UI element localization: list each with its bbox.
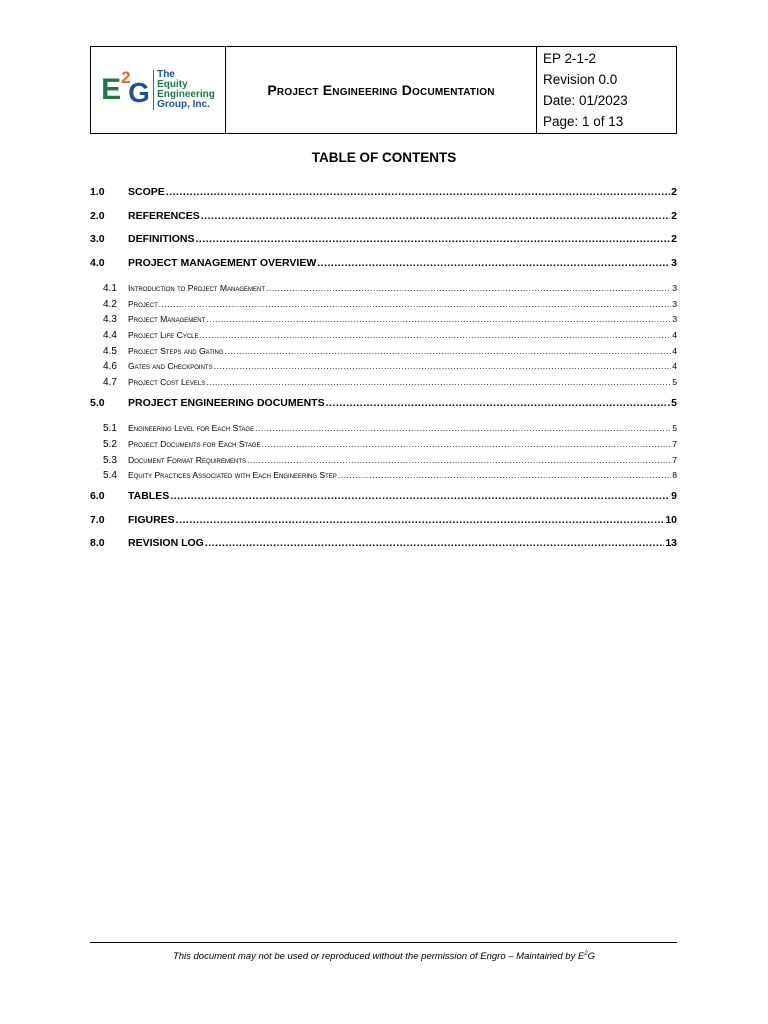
toc-leader: [206, 314, 671, 324]
toc-label: REFERENCES: [128, 209, 200, 222]
toc-label: FIGURES: [128, 513, 175, 526]
toc-subentry[interactable]: [90, 439, 677, 455]
toc-page: 7: [672, 439, 677, 449]
toc-heading: TABLE OF CONTENTS: [311, 150, 457, 165]
toc-label: Equity Practices Associated with Each Engineering Step: [128, 470, 337, 481]
toc-number: 4.2: [103, 298, 117, 310]
toc-number: 5.0: [90, 396, 105, 409]
toc-page: 4: [672, 361, 677, 372]
toc-page: 5: [672, 423, 677, 434]
toc-number: 5.3: [103, 454, 117, 466]
toc-label: TABLES: [128, 490, 170, 503]
toc-subentry[interactable]: [90, 361, 677, 377]
company-logo: [101, 70, 215, 110]
footer-divider: [90, 942, 677, 943]
toc-leader: [176, 514, 665, 526]
toc-subentry[interactable]: [90, 377, 677, 393]
document-date: Date: 01/2023: [543, 93, 628, 108]
toc-entry-scope[interactable]: [90, 186, 677, 210]
toc-leader: [266, 283, 671, 293]
toc-leader: [326, 397, 671, 409]
toc-label: SCOPE: [128, 186, 165, 198]
toc-label: PROJECT ENGINEERING DOCUMENTS: [128, 396, 325, 409]
toc-page: 3: [672, 298, 677, 309]
toc-label: Gates and Checkpoints: [128, 361, 213, 372]
logo-letter-e: E: [101, 73, 122, 106]
toc-label: Document Format Requirements: [128, 454, 246, 465]
toc-subentry[interactable]: [90, 346, 677, 362]
toc-subentry[interactable]: [90, 283, 677, 299]
toc-page: 5: [671, 396, 677, 409]
toc-number: 7.0: [90, 513, 105, 526]
toc-label: Project Management: [128, 314, 206, 325]
document-meta: [537, 47, 676, 133]
toc-label: Project Steps and Gating: [128, 345, 224, 356]
toc-leader: [166, 186, 670, 198]
toc-number: 4.4: [103, 330, 117, 342]
toc-leader: [262, 439, 672, 449]
toc-subentry[interactable]: [90, 314, 677, 330]
toc-number: 5.4: [103, 470, 117, 482]
toc-label: DEFINITIONS: [128, 233, 195, 245]
toc-page: 13: [665, 537, 677, 550]
toc-entry-definitions[interactable]: [90, 233, 677, 257]
toc-number: 4.7: [103, 377, 117, 389]
toc-number: 5.1: [103, 423, 117, 435]
toc-label: PROJECT MANAGEMENT OVERVIEW: [128, 256, 317, 269]
logo-company-name: [157, 70, 215, 110]
toc-page: 9: [671, 490, 677, 503]
toc-entry-project-management-overview[interactable]: [90, 257, 677, 281]
logo-cell: [91, 47, 226, 133]
toc-subentry[interactable]: [90, 455, 677, 471]
toc-page: 7: [672, 454, 677, 465]
toc-leader: [196, 233, 671, 245]
toc-page: 2: [671, 233, 677, 245]
document-title: Project Engineering Documentation: [267, 82, 495, 98]
footer-notice: [0, 951, 768, 962]
toc-label: Project Documents for Each Stage: [128, 439, 261, 449]
toc-page: 3: [672, 314, 677, 325]
toc-page: 5: [672, 377, 677, 388]
footer-text: This document may not be used or reproduced without the permission of Engro – Maintained by E: [172, 951, 585, 963]
toc-subentry[interactable]: [90, 470, 677, 486]
toc-page: 4: [672, 330, 677, 341]
toc-label: REVISION LOG: [128, 537, 204, 550]
toc-number: 6.0: [90, 490, 105, 503]
toc-page: 4: [672, 345, 677, 356]
toc-subentry[interactable]: [90, 423, 677, 439]
toc-page: 2: [671, 186, 677, 198]
toc-number: 8.0: [90, 537, 105, 550]
e2g-logo-mark: [101, 68, 153, 109]
logo-line-1: The: [157, 69, 175, 80]
document-header: [90, 46, 677, 134]
toc-leader: [206, 377, 671, 387]
toc-label: Project: [128, 298, 158, 309]
toc-entry-figures[interactable]: [90, 514, 677, 538]
toc-leader: [338, 470, 671, 480]
toc-leader: [225, 346, 672, 356]
logo-line-4: Group, Inc.: [157, 99, 210, 110]
toc-page: 3: [671, 256, 677, 269]
toc-number: 1.0: [90, 186, 105, 198]
toc-leader: [247, 455, 671, 465]
toc-leader: [159, 299, 671, 309]
toc-label: Introduction to Project Management: [128, 283, 265, 293]
logo-line-2: Equity: [157, 79, 188, 90]
toc-subentry[interactable]: [90, 330, 677, 346]
page-number: Page: 1 of 13: [543, 114, 624, 129]
toc-subentry[interactable]: [90, 299, 677, 315]
toc-leader: [170, 490, 670, 502]
footer-text-end: G: [587, 951, 596, 963]
logo-letter-g: G: [128, 77, 150, 108]
logo-line-3: Engineering: [157, 89, 215, 100]
toc-entry-project-engineering-documents[interactable]: [90, 397, 677, 421]
logo-divider: [153, 70, 154, 110]
toc-label: Engineering Level for Each Stage: [128, 423, 255, 434]
toc-label: Project Cost Levels: [128, 377, 206, 388]
table-of-contents: [90, 186, 677, 561]
toc-number: 4.1: [103, 283, 117, 294]
toc-page: 10: [665, 513, 677, 526]
toc-leader: [214, 361, 672, 371]
logo-superscript-2: 2: [121, 68, 131, 87]
title-cell: [226, 47, 537, 133]
document-revision: Revision 0.0: [543, 72, 618, 87]
toc-number: 4.6: [103, 361, 117, 373]
toc-leader: [255, 423, 671, 433]
toc-entry-references[interactable]: [90, 210, 677, 234]
toc-number: 3.0: [90, 233, 105, 245]
footer-superscript: 2: [584, 951, 588, 957]
toc-leader: [201, 210, 670, 222]
toc-leader: [317, 257, 670, 269]
toc-number: 5.2: [103, 439, 117, 450]
document-id: EP 2-1-2: [543, 51, 597, 66]
toc-page: 8: [672, 470, 677, 481]
toc-page: 3: [672, 283, 677, 293]
toc-entry-tables[interactable]: [90, 490, 677, 514]
toc-number: 4.5: [103, 345, 117, 357]
toc-entry-revision-log[interactable]: [90, 537, 677, 561]
toc-number: 4.3: [103, 314, 117, 326]
toc-leader: [205, 537, 664, 549]
toc-page: 2: [671, 209, 677, 222]
toc-label: Project Life Cycle: [128, 330, 199, 341]
toc-leader: [200, 330, 672, 340]
toc-number: 2.0: [90, 209, 105, 222]
toc-number: 4.0: [90, 256, 105, 269]
